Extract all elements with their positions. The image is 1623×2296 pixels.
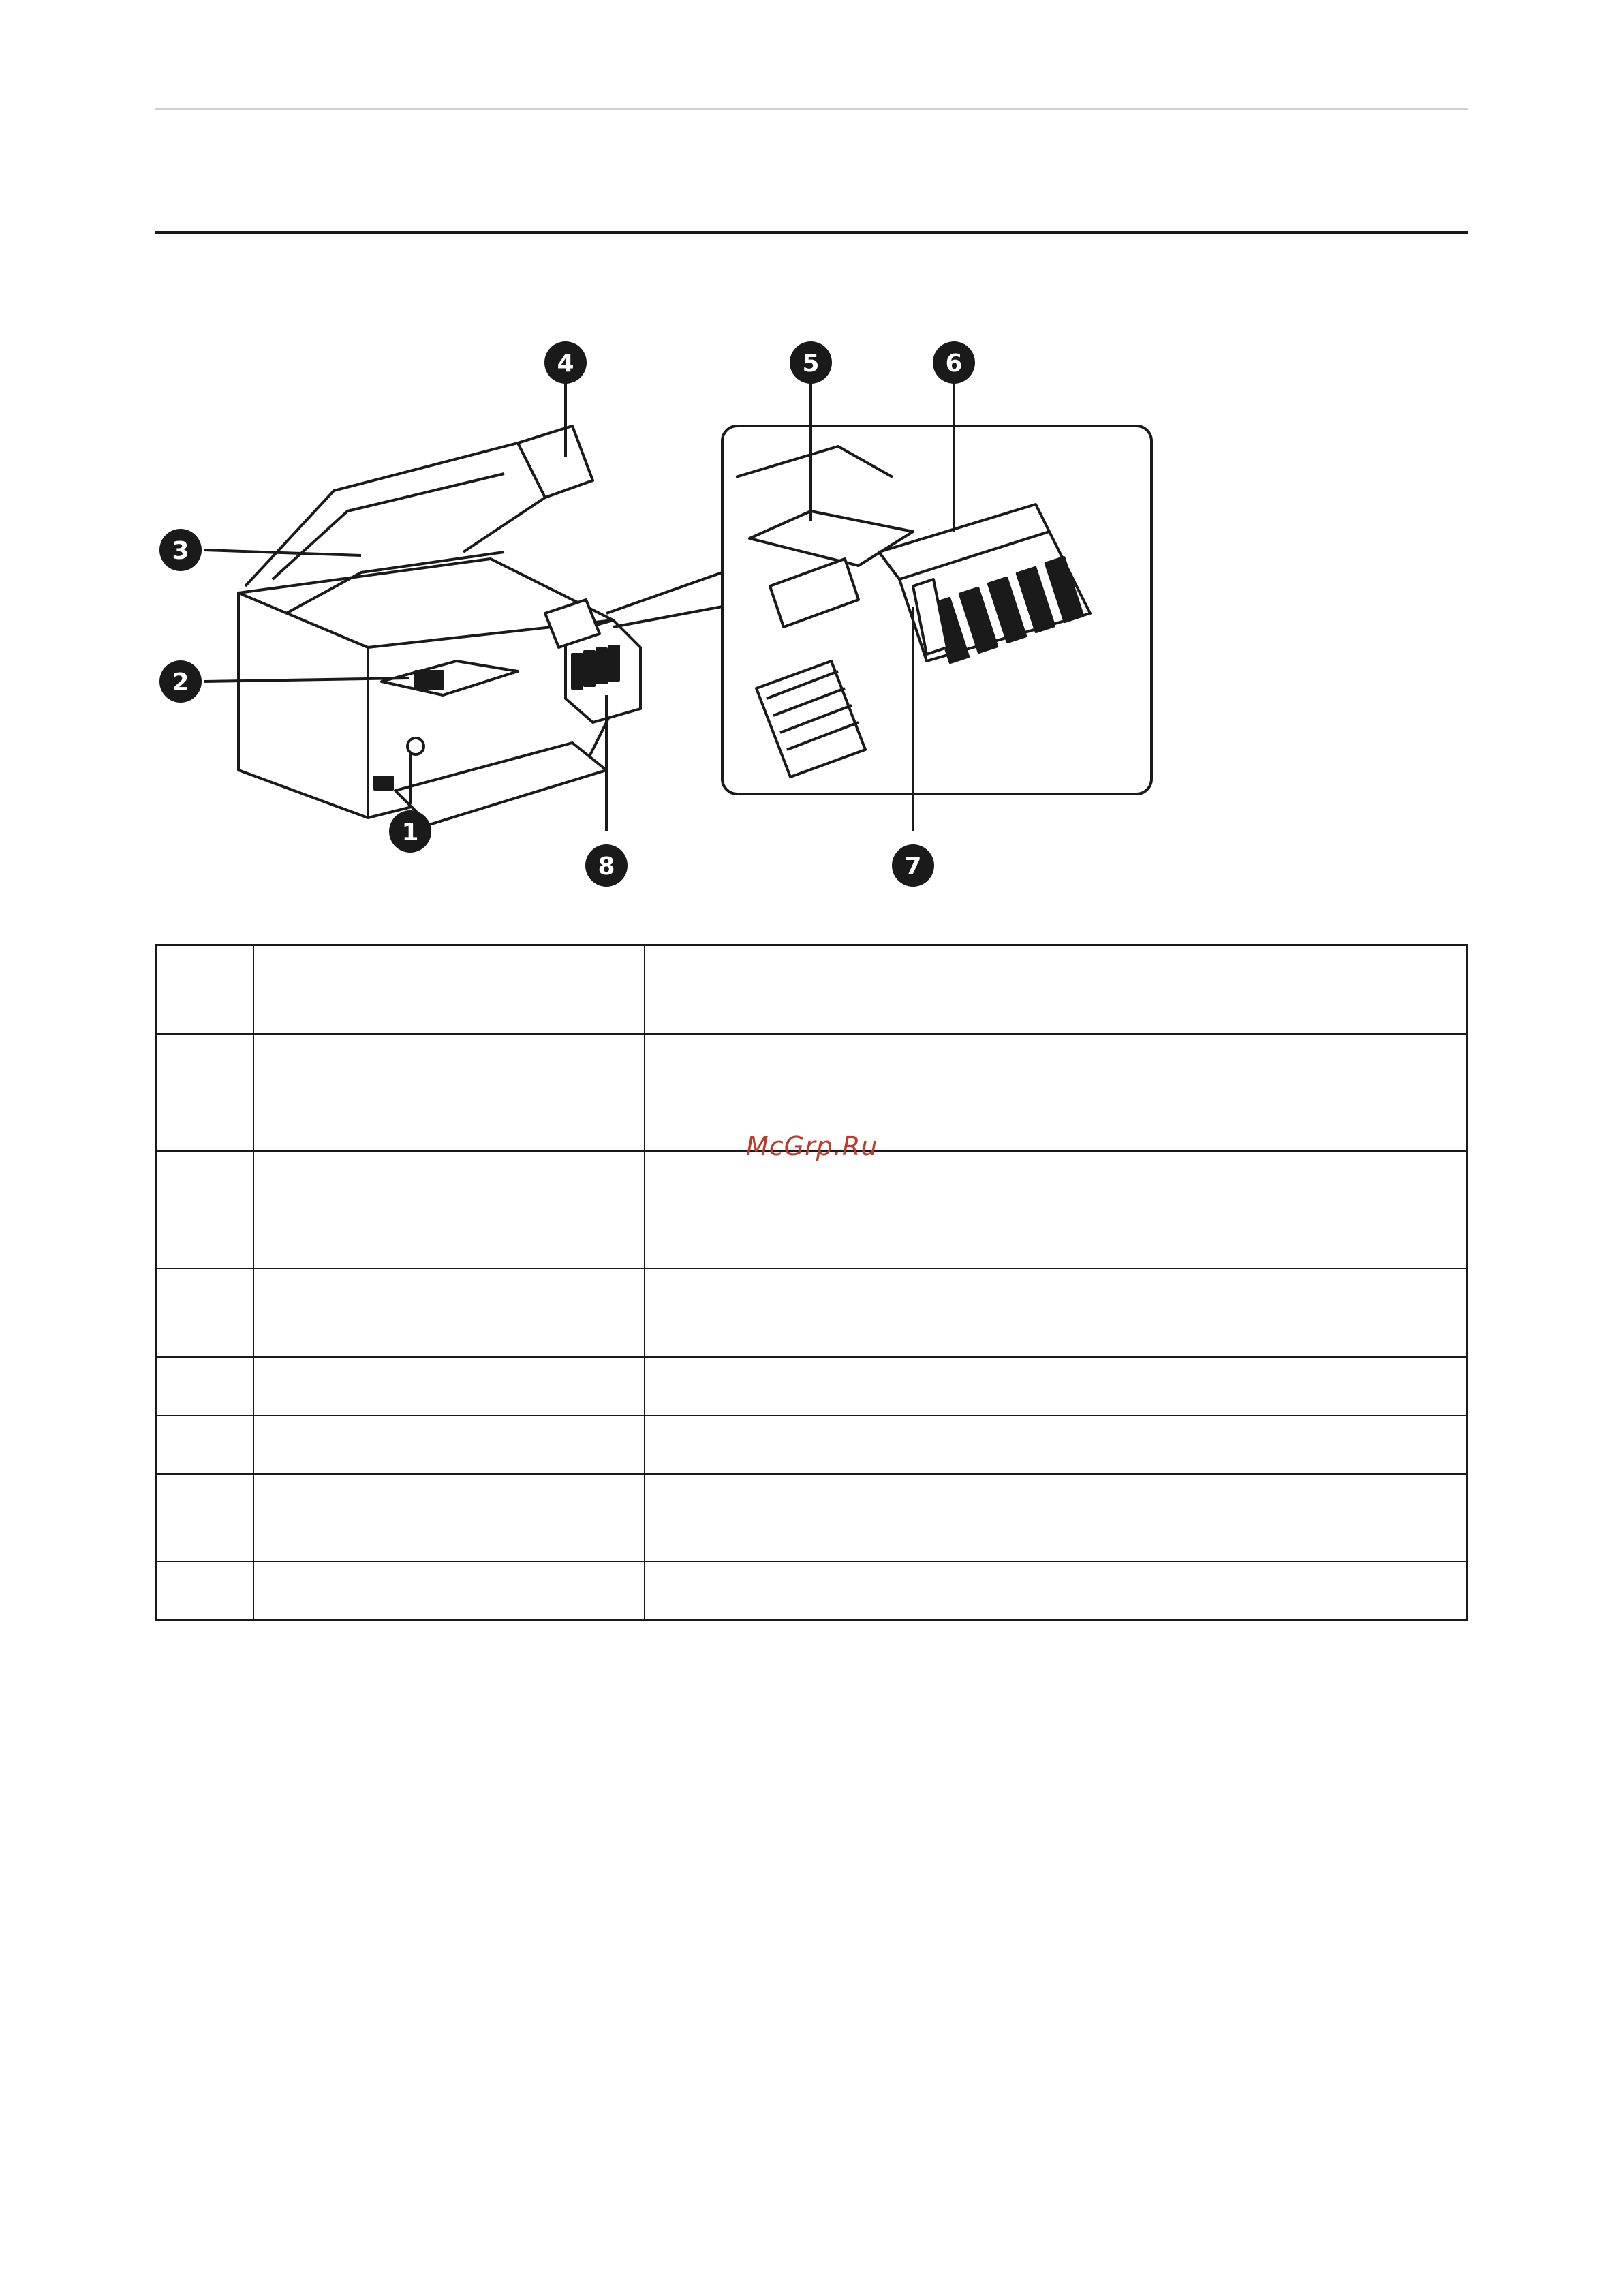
row-number — [157, 1415, 254, 1474]
part-name — [253, 945, 645, 1034]
callout-2-label: 2 — [172, 669, 189, 697]
callout-1-label: 1 — [401, 818, 419, 846]
part-name — [253, 1415, 645, 1474]
row-number — [157, 1268, 254, 1357]
part-name — [253, 1474, 645, 1561]
part-name — [253, 1034, 645, 1151]
row-number — [157, 1151, 254, 1268]
callout-4-label: 4 — [557, 350, 574, 378]
callout-4 — [544, 341, 587, 384]
table-row — [157, 1474, 1468, 1561]
part-description — [645, 1151, 1468, 1268]
printer-illustration — [238, 426, 1151, 825]
table-row — [157, 1268, 1468, 1357]
row-number — [157, 1474, 254, 1561]
part-description — [645, 1357, 1468, 1415]
table-row — [157, 1415, 1468, 1474]
table-row — [157, 1151, 1468, 1268]
row-number — [157, 1357, 254, 1415]
callout-7-label: 7 — [904, 853, 922, 881]
callout-5 — [790, 341, 832, 384]
row-number — [157, 945, 254, 1034]
part-name — [253, 1357, 645, 1415]
watermark-text: McGrp.Ru — [746, 1131, 878, 1161]
parts-table — [155, 944, 1468, 1621]
row-number — [157, 1034, 254, 1151]
callout-3-label: 3 — [172, 537, 189, 565]
part-description — [645, 1268, 1468, 1357]
callout-8-label: 8 — [598, 853, 615, 881]
table-row — [157, 945, 1468, 1034]
callout-6-label: 6 — [945, 350, 963, 378]
part-description — [645, 945, 1468, 1034]
part-description — [645, 1415, 1468, 1474]
part-name — [253, 1151, 645, 1268]
table-row — [157, 1561, 1468, 1620]
callout-1 — [389, 810, 431, 853]
part-name — [253, 1561, 645, 1620]
section-title-rule — [155, 231, 1468, 234]
part-description — [645, 1561, 1468, 1620]
table-row — [157, 1357, 1468, 1415]
callout-6 — [933, 341, 975, 384]
callout-5-label: 5 — [802, 350, 820, 378]
callout-2 — [159, 660, 202, 703]
callout-7 — [892, 844, 934, 887]
part-description — [645, 1474, 1468, 1561]
printer-parts-figure — [136, 327, 1158, 913]
part-name — [253, 1268, 645, 1357]
callout-3 — [159, 529, 202, 571]
row-number — [157, 1561, 254, 1620]
header-rule — [155, 108, 1468, 110]
callout-8 — [585, 844, 628, 887]
